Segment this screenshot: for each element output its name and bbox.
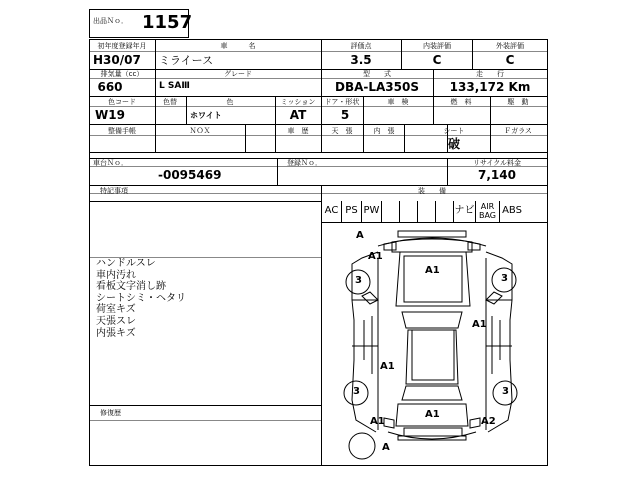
note-line: 内張キズ bbox=[96, 327, 136, 339]
inspection-label: 車 検 bbox=[387, 98, 409, 106]
color-value: ホワイト bbox=[190, 111, 222, 120]
note-line: 天張スレ bbox=[96, 316, 136, 327]
chassis-label: 車台Ｎｏ． bbox=[93, 159, 128, 167]
seat-label: シート bbox=[443, 127, 465, 135]
damage-mark-rear-right: A2 bbox=[481, 416, 496, 427]
score-label: 評価点 bbox=[350, 42, 372, 50]
exterior-score-label: 外装評価 bbox=[496, 42, 524, 50]
damage-mark-right-side: A1 bbox=[472, 319, 487, 330]
car-name-value: ミライース bbox=[159, 54, 214, 67]
score-value: 3.5 bbox=[350, 53, 372, 67]
recycle-value: 7,140 bbox=[478, 168, 516, 182]
color-change-label: 色替 bbox=[163, 98, 177, 106]
damage-mark-front-left: A1 bbox=[368, 251, 383, 262]
model-value: DBA-LA350S bbox=[335, 80, 419, 94]
damage-mark-front-top: A bbox=[356, 230, 364, 241]
equipment-cell: PW bbox=[361, 201, 381, 222]
maintenance-label: 整備手帳 bbox=[108, 127, 136, 135]
equipment-cell: ABS bbox=[499, 201, 524, 222]
door-shape-label: ドア・形状 bbox=[324, 98, 360, 106]
mission-value: AT bbox=[289, 108, 307, 122]
grade-label: グレード bbox=[224, 70, 252, 78]
car-name-label: 車 名 bbox=[220, 42, 256, 50]
displacement-value: 660 bbox=[97, 80, 123, 94]
damage-mark-wheel-rl: 3 bbox=[353, 386, 360, 397]
lot-number: 1157 bbox=[142, 12, 193, 33]
damage-mark-hood: A1 bbox=[425, 265, 440, 276]
damage-mark-wheel-rr: 3 bbox=[502, 386, 509, 397]
note-line: 荷室キズ bbox=[96, 304, 136, 316]
color-code-label: 色コード bbox=[108, 98, 136, 106]
equipment-cell: AC bbox=[321, 201, 341, 222]
damage-mark-rear-left: A1 bbox=[370, 416, 385, 427]
history-label: 車 歴 bbox=[287, 127, 309, 135]
damage-mark-rear-gate: A1 bbox=[425, 409, 440, 420]
ceiling-label: 天 張 bbox=[331, 127, 353, 135]
model-label: 型 式 bbox=[363, 70, 391, 78]
grade-value: L SAⅢ bbox=[159, 81, 190, 91]
interior-score-label: 内装評価 bbox=[423, 42, 451, 50]
notes-label: 特記事項 bbox=[100, 187, 128, 195]
equipment-cell: AIR BAG bbox=[475, 201, 499, 222]
note-line: 車内汚れ bbox=[96, 269, 136, 281]
reg-no-label: 登録Ｎｏ． bbox=[287, 159, 322, 167]
nox-label: ＮＯＸ bbox=[189, 127, 211, 135]
note-line: シートシミ・ヘタリ bbox=[96, 292, 186, 304]
first-reg-label: 初年度登録年月 bbox=[97, 42, 147, 50]
interior-lining-label: 内 張 bbox=[373, 127, 395, 135]
note-line: 看板文字消し跡 bbox=[96, 281, 166, 293]
color-label: 色 bbox=[226, 98, 234, 106]
equipment-cell: ナビ bbox=[453, 201, 475, 222]
interior-score-value: C bbox=[432, 53, 442, 67]
note-line: ハンドルスレ bbox=[96, 258, 156, 269]
repair-history-label: 修復歴 bbox=[100, 409, 121, 417]
damage-mark-rear-left-door: A1 bbox=[380, 361, 395, 372]
lot-number-label: 出品Ｎｏ． bbox=[93, 17, 128, 25]
damage-mark-rear-bottom: A bbox=[382, 442, 390, 453]
recycle-label: リサイクル料金 bbox=[472, 159, 522, 167]
exterior-score-value: C bbox=[505, 53, 515, 67]
equipment-cell: PS bbox=[341, 201, 361, 222]
first-reg-value: H30/07 bbox=[93, 53, 141, 67]
mission-label: ミッション bbox=[280, 98, 316, 106]
seat-value: 破 bbox=[447, 137, 461, 151]
door-shape-value: 5 bbox=[340, 108, 350, 122]
drive-label: 駆 動 bbox=[507, 98, 529, 106]
mileage-value: 133,172 Km bbox=[449, 80, 531, 94]
displacement-label: 排気量（cc） bbox=[100, 70, 144, 78]
fuel-label: 燃 料 bbox=[450, 98, 472, 106]
damage-mark-wheel-fr: 3 bbox=[501, 273, 508, 284]
chassis-value: -0095469 bbox=[158, 168, 222, 182]
f-glass-label: Ｆガラス bbox=[504, 127, 532, 135]
color-code-value: W19 bbox=[95, 108, 125, 122]
mileage-label: 走 行 bbox=[476, 70, 504, 78]
damage-mark-wheel-fl: 3 bbox=[355, 275, 362, 286]
equipment-label: 装 備 bbox=[418, 187, 446, 195]
